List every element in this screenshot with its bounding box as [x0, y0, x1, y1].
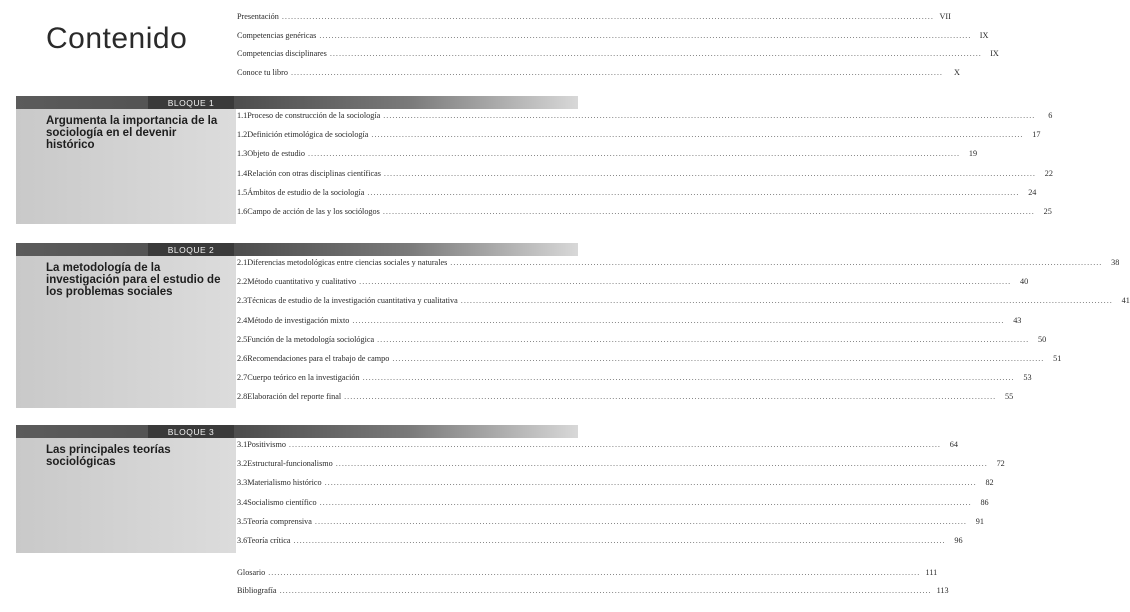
- toc-entry-3-6[interactable]: [237, 535, 963, 555]
- toc-entry-number: 1.5: [237, 187, 248, 197]
- toc-entry-page: VII: [939, 12, 951, 21]
- dot-leader: [320, 498, 972, 507]
- toc-entry-1-5[interactable]: [237, 187, 1037, 207]
- toc-entry-page: 64: [949, 440, 958, 449]
- bloque-entries: [237, 111, 1053, 226]
- toc-entry-label: Bibliografía: [237, 586, 277, 595]
- bloque-entries: [237, 440, 1005, 555]
- bloque-header-bar: [16, 243, 578, 256]
- toc-entry-page: 24: [1028, 187, 1037, 197]
- toc-entry-number: 2.5: [237, 334, 248, 344]
- toc-entry-page: 19: [968, 149, 978, 159]
- toc-entry-page: 38: [1111, 258, 1120, 267]
- toc-entry-page: 41: [1121, 296, 1130, 306]
- toc-entry-page: 113: [936, 586, 949, 595]
- dot-leader: [377, 335, 1029, 344]
- toc-entry-2-4[interactable]: [237, 315, 1022, 335]
- toc-entry-label: Técnicas de estudio de la investigación cuantitativa y cualitativa: [247, 296, 458, 306]
- toc-entry-page: 22: [1044, 168, 1053, 178]
- toc-entry-page: IX: [979, 30, 989, 40]
- dot-leader: [336, 459, 988, 468]
- toc-entry-3-4[interactable]: [237, 497, 989, 517]
- toc-entry-label: Elaboración del reporte final: [247, 392, 342, 402]
- dot-leader: [282, 12, 934, 21]
- bloque-entries: [237, 258, 1130, 412]
- dot-leader: [383, 207, 1035, 216]
- toc-entry-number: 1.4: [237, 168, 248, 178]
- dot-leader: [392, 354, 1044, 363]
- dot-leader: [383, 111, 1035, 120]
- toc-entry-number: 1.1: [237, 111, 248, 120]
- toc-entry-number: 3.4: [237, 497, 248, 507]
- dot-leader: [319, 31, 971, 40]
- dot-leader: [268, 568, 920, 577]
- bloque-heading: Argumenta la importancia de la sociología en el devenir histórico: [46, 115, 218, 151]
- toc-entry-label: Conoce tu libro: [237, 67, 288, 77]
- toc-entry-label: Relación con otras disciplinas científicas: [247, 168, 381, 178]
- toc-entry-number: 1.2: [237, 130, 248, 140]
- toc-entry-3-5[interactable]: [237, 516, 984, 536]
- dot-leader: [371, 130, 1023, 139]
- toc-entry-label: Método de investigación mixto: [247, 315, 350, 325]
- bloque-tag: BLOQUE 2: [148, 243, 234, 256]
- page-title: Contenido: [46, 22, 188, 55]
- toc-entry-competencias-disciplinares[interactable]: [237, 49, 999, 68]
- toc-entry-page: 53: [1023, 373, 1032, 383]
- toc-entry-label: Teoría comprensiva: [247, 516, 312, 526]
- toc-entry-label: Competencias disciplinares: [237, 49, 327, 58]
- toc-entry-page: 111: [925, 568, 938, 577]
- toc-entry-conoce-tu-libro[interactable]: [237, 67, 960, 87]
- toc-entry-number: 2.1: [237, 258, 248, 267]
- toc-entry-2-8[interactable]: [237, 392, 1014, 411]
- dot-leader: [363, 373, 1015, 382]
- dot-leader: [315, 517, 967, 526]
- toc-entry-number: 2.7: [237, 373, 248, 383]
- toc-entry-label: Estructural-funcionalismo: [247, 459, 333, 469]
- toc-entry-number: 3.3: [237, 478, 248, 488]
- bloque-heading-panel: [16, 438, 236, 553]
- dot-leader: [384, 169, 1036, 178]
- bloque-header-bar: [16, 425, 578, 438]
- toc-entry-number: 2.2: [237, 277, 248, 287]
- bloque-3-section: [16, 425, 1005, 553]
- bloque-2-section: [16, 243, 1130, 407]
- toc-entry-label: Recomendaciones para el trabajo de campo: [247, 353, 390, 363]
- toc-entry-label: Teoría crítica: [247, 535, 291, 545]
- toc-entry-label: Presentación: [237, 12, 279, 21]
- toc-entry-number: 3.2: [237, 459, 248, 469]
- toc-entry-number: 1.6: [237, 206, 248, 216]
- toc-entry-page: IX: [990, 49, 999, 58]
- toc-entry-1-4[interactable]: [237, 168, 1053, 188]
- toc-entry-page: 6: [1048, 111, 1053, 120]
- dot-leader: [367, 188, 1019, 197]
- toc-entry-number: 1.3: [237, 149, 248, 159]
- dot-leader: [280, 586, 932, 595]
- toc-entry-label: Proceso de construcción de la sociología: [247, 111, 381, 120]
- toc-entry-page: 91: [975, 516, 984, 526]
- bloque-tag: BLOQUE 1: [148, 96, 234, 109]
- dot-leader: [325, 478, 977, 487]
- dot-leader: [344, 392, 996, 401]
- toc-entry-label: Cuerpo teórico en la investigación: [247, 373, 360, 383]
- dot-leader: [352, 316, 1004, 325]
- toc-entry-label: Socialismo científico: [247, 497, 317, 507]
- dot-leader: [289, 440, 941, 449]
- toc-entry-number: 3.6: [237, 535, 248, 545]
- dot-leader: [291, 68, 943, 77]
- toc-entry-bibliografia[interactable]: [237, 586, 949, 604]
- back-matter-list: [237, 568, 949, 604]
- toc-entry-2-7[interactable]: [237, 373, 1032, 392]
- toc-entry-label: Positivismo: [247, 440, 286, 449]
- bloque-heading-panel: [16, 109, 236, 224]
- toc-entry-number: 3.1: [237, 440, 248, 449]
- toc-entry-page: 43: [1013, 315, 1022, 325]
- toc-entry-label: Definición etimológica de sociología: [247, 130, 369, 140]
- toc-entry-2-5[interactable]: [237, 334, 1047, 354]
- dot-leader: [359, 277, 1011, 286]
- bloque-heading-panel: [16, 256, 236, 408]
- toc-entry-2-1[interactable]: [237, 258, 1120, 277]
- toc-entry-number: 3.5: [237, 516, 248, 526]
- toc-entry-2-2[interactable]: [237, 277, 1029, 296]
- toc-entry-page: 40: [1020, 277, 1029, 287]
- toc-entry-number: 2.4: [237, 315, 248, 325]
- toc-entry-1-3[interactable]: [237, 149, 978, 168]
- toc-entry-page: 96: [954, 535, 963, 545]
- toc-entry-1-6[interactable]: [237, 206, 1052, 226]
- toc-entry-page: X: [954, 67, 960, 77]
- toc-entry-2-3[interactable]: [237, 296, 1130, 315]
- toc-entry-page: 50: [1037, 334, 1047, 344]
- toc-entry-label: Función de la metodología sociológica: [247, 334, 375, 344]
- toc-entry-1-1[interactable]: [237, 111, 1053, 130]
- dot-leader: [330, 49, 982, 58]
- toc-entry-glosario[interactable]: [237, 568, 938, 586]
- toc-entry-page: 82: [985, 478, 994, 488]
- toc-entry-1-2[interactable]: [237, 130, 1041, 149]
- toc-entry-label: Ámbitos de estudio de la sociología: [247, 187, 365, 197]
- toc-entry-label: Objeto de estudio: [247, 149, 305, 159]
- toc-entry-page: 17: [1032, 130, 1041, 140]
- dot-leader: [308, 149, 960, 158]
- toc-entry-page: 25: [1043, 206, 1052, 216]
- bloque-heading: Las principales teorías sociológicas: [46, 444, 171, 468]
- toc-entry-3-2[interactable]: [237, 459, 1005, 478]
- bloque-1-section: [16, 96, 1053, 226]
- toc-entry-number: 2.6: [237, 353, 248, 363]
- toc-entry-label: Glosario: [237, 568, 266, 577]
- toc-entry-competencias-genericas[interactable]: [237, 30, 989, 50]
- toc-entry-page: 51: [1053, 353, 1062, 363]
- bloque-tag: BLOQUE 3: [148, 425, 234, 438]
- toc-entry-number: 2.8: [237, 392, 248, 402]
- toc-entry-page: 55: [1004, 392, 1014, 402]
- toc-entry-label: Método cuantitativo y cualitativo: [247, 277, 357, 287]
- toc-entry-2-6[interactable]: [237, 353, 1062, 373]
- front-matter-list: [237, 12, 999, 86]
- dot-leader: [294, 536, 946, 545]
- bloque-header-bar: [16, 96, 578, 109]
- toc-entry-label: Materialismo histórico: [247, 478, 322, 488]
- dot-leader: [450, 258, 1102, 267]
- dot-leader: [461, 296, 1113, 305]
- toc-entry-page: 86: [980, 497, 989, 507]
- toc-entry-page: 72: [996, 459, 1005, 469]
- toc-entry-3-1[interactable]: [237, 440, 958, 459]
- toc-entry-label: Diferencias metodológicas entre ciencias sociales y naturales: [247, 258, 448, 267]
- toc-entry-label: Competencias genéricas: [237, 30, 317, 40]
- bloque-heading: La metodología de la investigación para el estudio de los problemas sociales: [46, 262, 221, 298]
- toc-entry-number: 2.3: [237, 296, 248, 306]
- toc-entry-presentacion[interactable]: [237, 12, 951, 31]
- toc-entry-3-3[interactable]: [237, 478, 994, 497]
- toc-entry-label: Campo de acción de las y los sociólogos: [247, 206, 380, 216]
